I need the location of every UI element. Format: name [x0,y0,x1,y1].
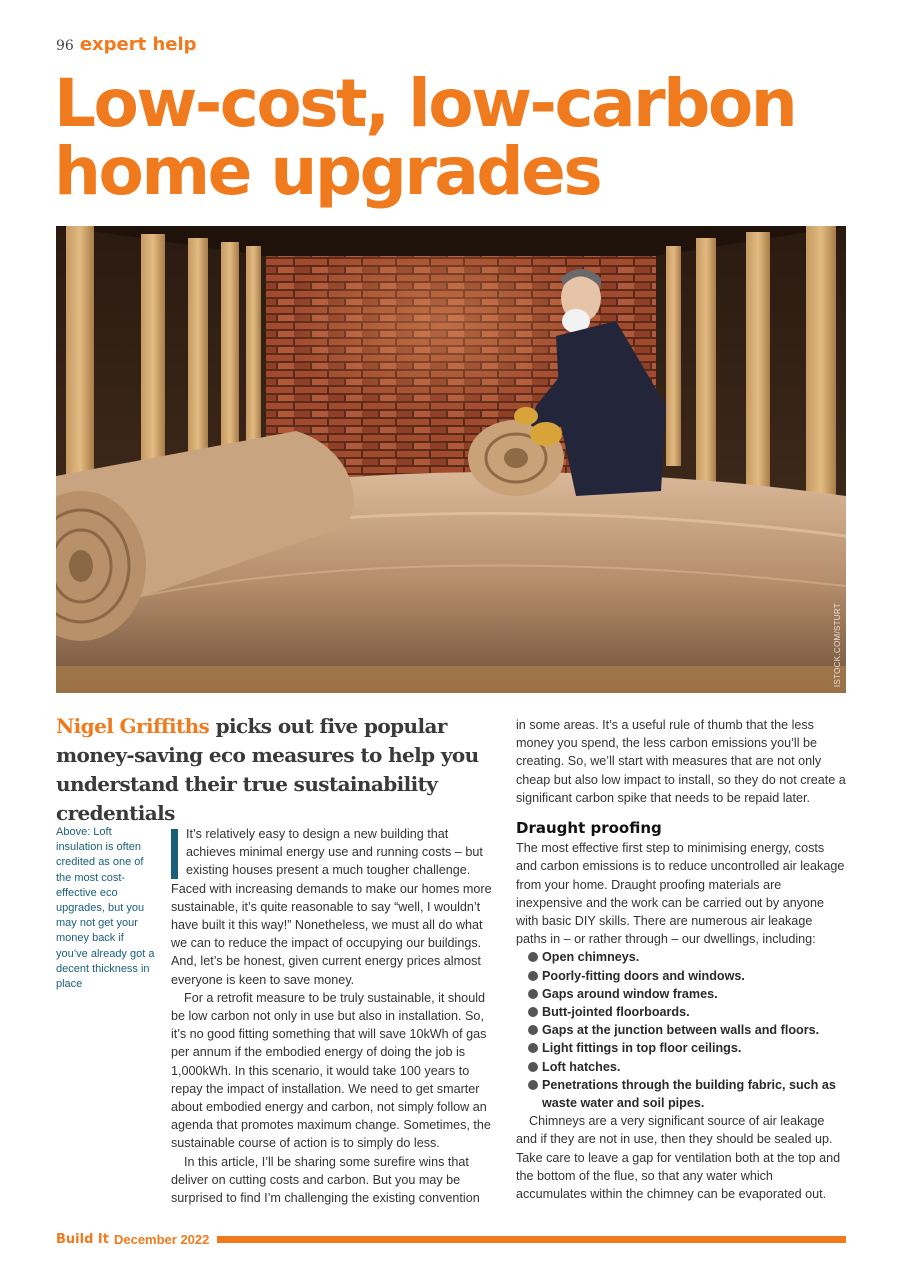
bullet-icon [528,989,538,999]
section-label: expert help [79,34,197,55]
list-item [516,1076,846,1112]
page-number: 96 [56,38,74,54]
magazine-name: Build It [56,1231,109,1247]
issue-date: December 2022 [113,1231,210,1247]
footer-rule [217,1236,846,1243]
paragraph-text: It’s relatively easy to design a new building that achieves minimal energy use and running costs – but existing houses present a much tougher challenge. Faced with increasing demands to make our homes more sustainable, it’s quite reasonable to say “well, I wouldn’t have built it this way!” Nonetheless, we must all do what we can to reduce the impact of occupying our buildings. And, let’s be honest, given current energy prices almost everyone is keen to save money. [171,827,492,987]
body-paragraph: in some areas. It’s a useful rule of thumb that the less money you spend, the less carbon emissions you’ll be creating. So, we’ll start with measures that are not only cheap but also low impact to install, so they do not create a significant carbon spike that needs to be repaid later. [516,718,846,805]
body-column-2 [516,716,846,1203]
headline [54,65,854,210]
bullet-icon [528,1062,538,1072]
headline-line-1: Low-cost, low-carbon [54,65,796,142]
page-footer [56,1230,846,1248]
photo-caption: Above: Loft insulation is often credited as one of the most cost-effective eco upgrades, but you may not get your money back if you’ve already got a decent thickness in place [56,826,155,991]
list-item [516,948,846,966]
page-header [56,34,197,58]
list-item [516,1058,846,1076]
body-paragraph [171,825,501,989]
list-item-text: Poorly-fitting doors and windows. [542,968,745,983]
hero-photo-loft-insulation [56,226,846,693]
list-item-text: Loft hatches. [542,1059,621,1074]
headline-line-2: home upgrades [54,133,601,210]
list-item-text: Open chimneys. [542,950,640,965]
body-paragraph: For a retrofit measure to be truly sustainable, it should be low carbon not only in use but also in installation. So, it’s no good fitting something that will save 10kWh of gas per annum if the embodied energy of doing the job is 1,000kWh. In this scenario, it would take 100 years to repay the impact of installation. We need to get smarter about embodied energy and carbon, not simply follow an agenda that promotes maximum change. Sometimes, the sustainable course of action is to simply do less. [171,990,491,1151]
list-item [516,1021,846,1039]
list-item [516,967,846,985]
list-item-text: Penetrations through the building fabric, such as waste water and soil pipes. [542,1077,836,1111]
bullet-icon [528,952,538,962]
photo-credit: ISTOCK.COM/STURT [833,602,842,687]
list-item-text: Butt-jointed floorboards. [542,1005,690,1020]
body-paragraph: Chimneys are a very significant source of air leakage and if they are not in use, then they should be sealed up. Take care to leave a gap for ventilation both at the top and the bottom of the flue, so that any water which accumulates within the chimney can be evaporated out. [516,1114,841,1202]
body-paragraph: The most effective first step to minimising energy, costs and carbon emissions is to reduce uncontrolled air leakage from your home. Draught proofing materials are inexpensive and the work can be carried out by anyone with basic DIY skills. There are numerous air leakage paths in – or rather through – our dwellings, including: [516,841,845,947]
author-name: Nigel Griffiths [56,714,210,738]
list-item-text: Gaps around window frames. [542,986,718,1001]
standfirst [56,712,496,828]
bullet-icon [528,1025,538,1035]
list-item [516,985,846,1003]
list-item-text: Gaps at the junction between walls and floors. [542,1023,820,1038]
subheading-draught-proofing: Draught proofing [516,819,662,838]
loft-insulation-illustration [56,226,846,693]
air-leakage-list [516,948,846,1112]
body-paragraph: In this article, I’ll be sharing some surefire wins that deliver on cutting costs and carbon. But you may be surprised to find I’m challenging the existing convention [171,1154,480,1206]
list-item [516,1003,846,1021]
bullet-icon [528,1043,538,1053]
list-item [516,1039,846,1057]
standfirst-text: picks out five popular money-saving eco measures to help you understand their true sustainability credentials [56,714,479,825]
list-item-text: Light fittings in top floor ceilings. [542,1041,742,1056]
body-column-1 [171,825,501,1207]
bullet-icon [528,1007,538,1017]
bullet-icon [528,971,538,981]
bullet-icon [528,1080,538,1090]
dropcap-bar [171,829,178,879]
